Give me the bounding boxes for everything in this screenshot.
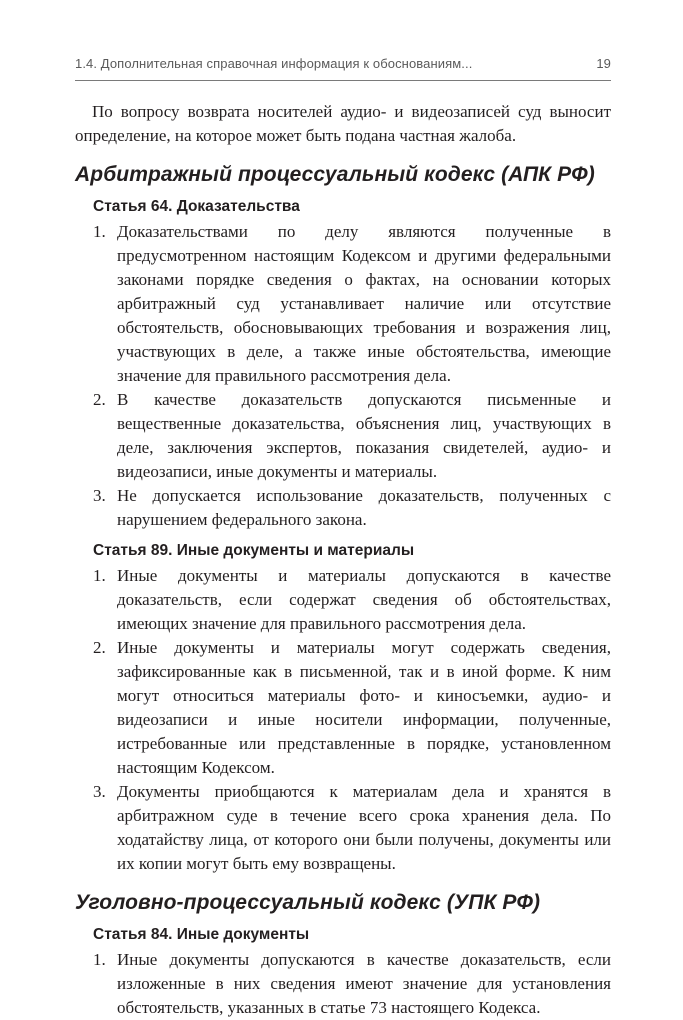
item-text: Иные документы и материалы могут содержать сведения, зафиксированные как в письменной, так и в иной форме. К ним могут относиться материалы фото- и киносъемки, аудио- и видеозаписи и иные носители информации, полученные, истребованные или представленные в порядке, установленном настоящим Кодексом. <box>117 638 611 777</box>
running-header <box>75 56 611 71</box>
item-number: 1. <box>93 222 106 241</box>
running-title: 1.4. Дополнительная справочная информация к обоснованиям... <box>75 56 473 71</box>
item-number: 3. <box>93 486 106 505</box>
item-number: 2. <box>93 390 106 409</box>
section-title-apk: Арбитражный процессуальный кодекс (АПК РФ) <box>75 163 595 186</box>
item-text: Документы приобщаются к материалам дела и хранятся в арбитражном суде в течение всего срока хранения дела. По ходатайству лица, от которого они были получены, документы или их копии могут быть ему возвращены. <box>117 782 611 873</box>
list-item <box>93 636 611 780</box>
article-title-64: Статья 64. Доказательства <box>93 198 300 215</box>
page-number: 19 <box>596 56 611 71</box>
list-item <box>93 780 611 876</box>
list-item <box>93 948 611 1020</box>
article-title-84: Статья 84. Иные документы <box>93 926 310 943</box>
item-text: Иные документы допускаются в качестве доказательств, если изложенные в них сведения имеют значение для установления обстоятельств, указанных в статье 73 настоящего Кодекса. <box>117 950 611 1017</box>
item-number: 1. <box>93 950 106 969</box>
intro-paragraph: По вопросу возврата носителей аудио- и видеозаписей суд выносит определение, на которое может быть подана частная жалоба. <box>75 102 611 145</box>
list-item <box>93 220 611 388</box>
item-text: В качестве доказательств допускаются письменные и вещественные доказательства, объяснения лиц, участвующих в деле, заключения экспертов, показания свидетелей, аудио- и видеозаписи, иные документы и материалы. <box>117 390 611 481</box>
article-64-list <box>75 220 611 532</box>
list-item <box>93 564 611 636</box>
item-number: 2. <box>93 638 106 657</box>
item-number: 3. <box>93 782 106 801</box>
item-text: Иные документы и материалы допускаются в качестве доказательств, если содержат сведения об обстоятельствах, имеющих значение для правильного рассмотрения дела. <box>117 566 611 633</box>
header-divider <box>75 80 611 81</box>
article-84-list <box>75 948 611 1020</box>
item-number: 1. <box>93 566 106 585</box>
page-body <box>75 100 611 1020</box>
item-text: Доказательствами по делу являются полученные в предусмотренном настоящим Кодексом и другими федеральными законами порядке сведения о фактах, на основании которых арбитражный суд устанавливает наличие или отсутствие обстоятельств, обосновывающих требования и возражения лиц, участвующих в деле, а также иные обстоятельства, имеющие значение для правильного рассмотрения дела. <box>117 222 611 385</box>
item-text: Не допускается использование доказательств, полученных с нарушением федерального закона. <box>117 486 611 529</box>
article-title-89: Статья 89. Иные документы и материалы <box>93 542 415 559</box>
article-89-list <box>75 564 611 876</box>
section-title-upk: Уголовно-процессуальный кодекс (УПК РФ) <box>75 891 541 914</box>
list-item <box>93 484 611 532</box>
list-item <box>93 388 611 484</box>
